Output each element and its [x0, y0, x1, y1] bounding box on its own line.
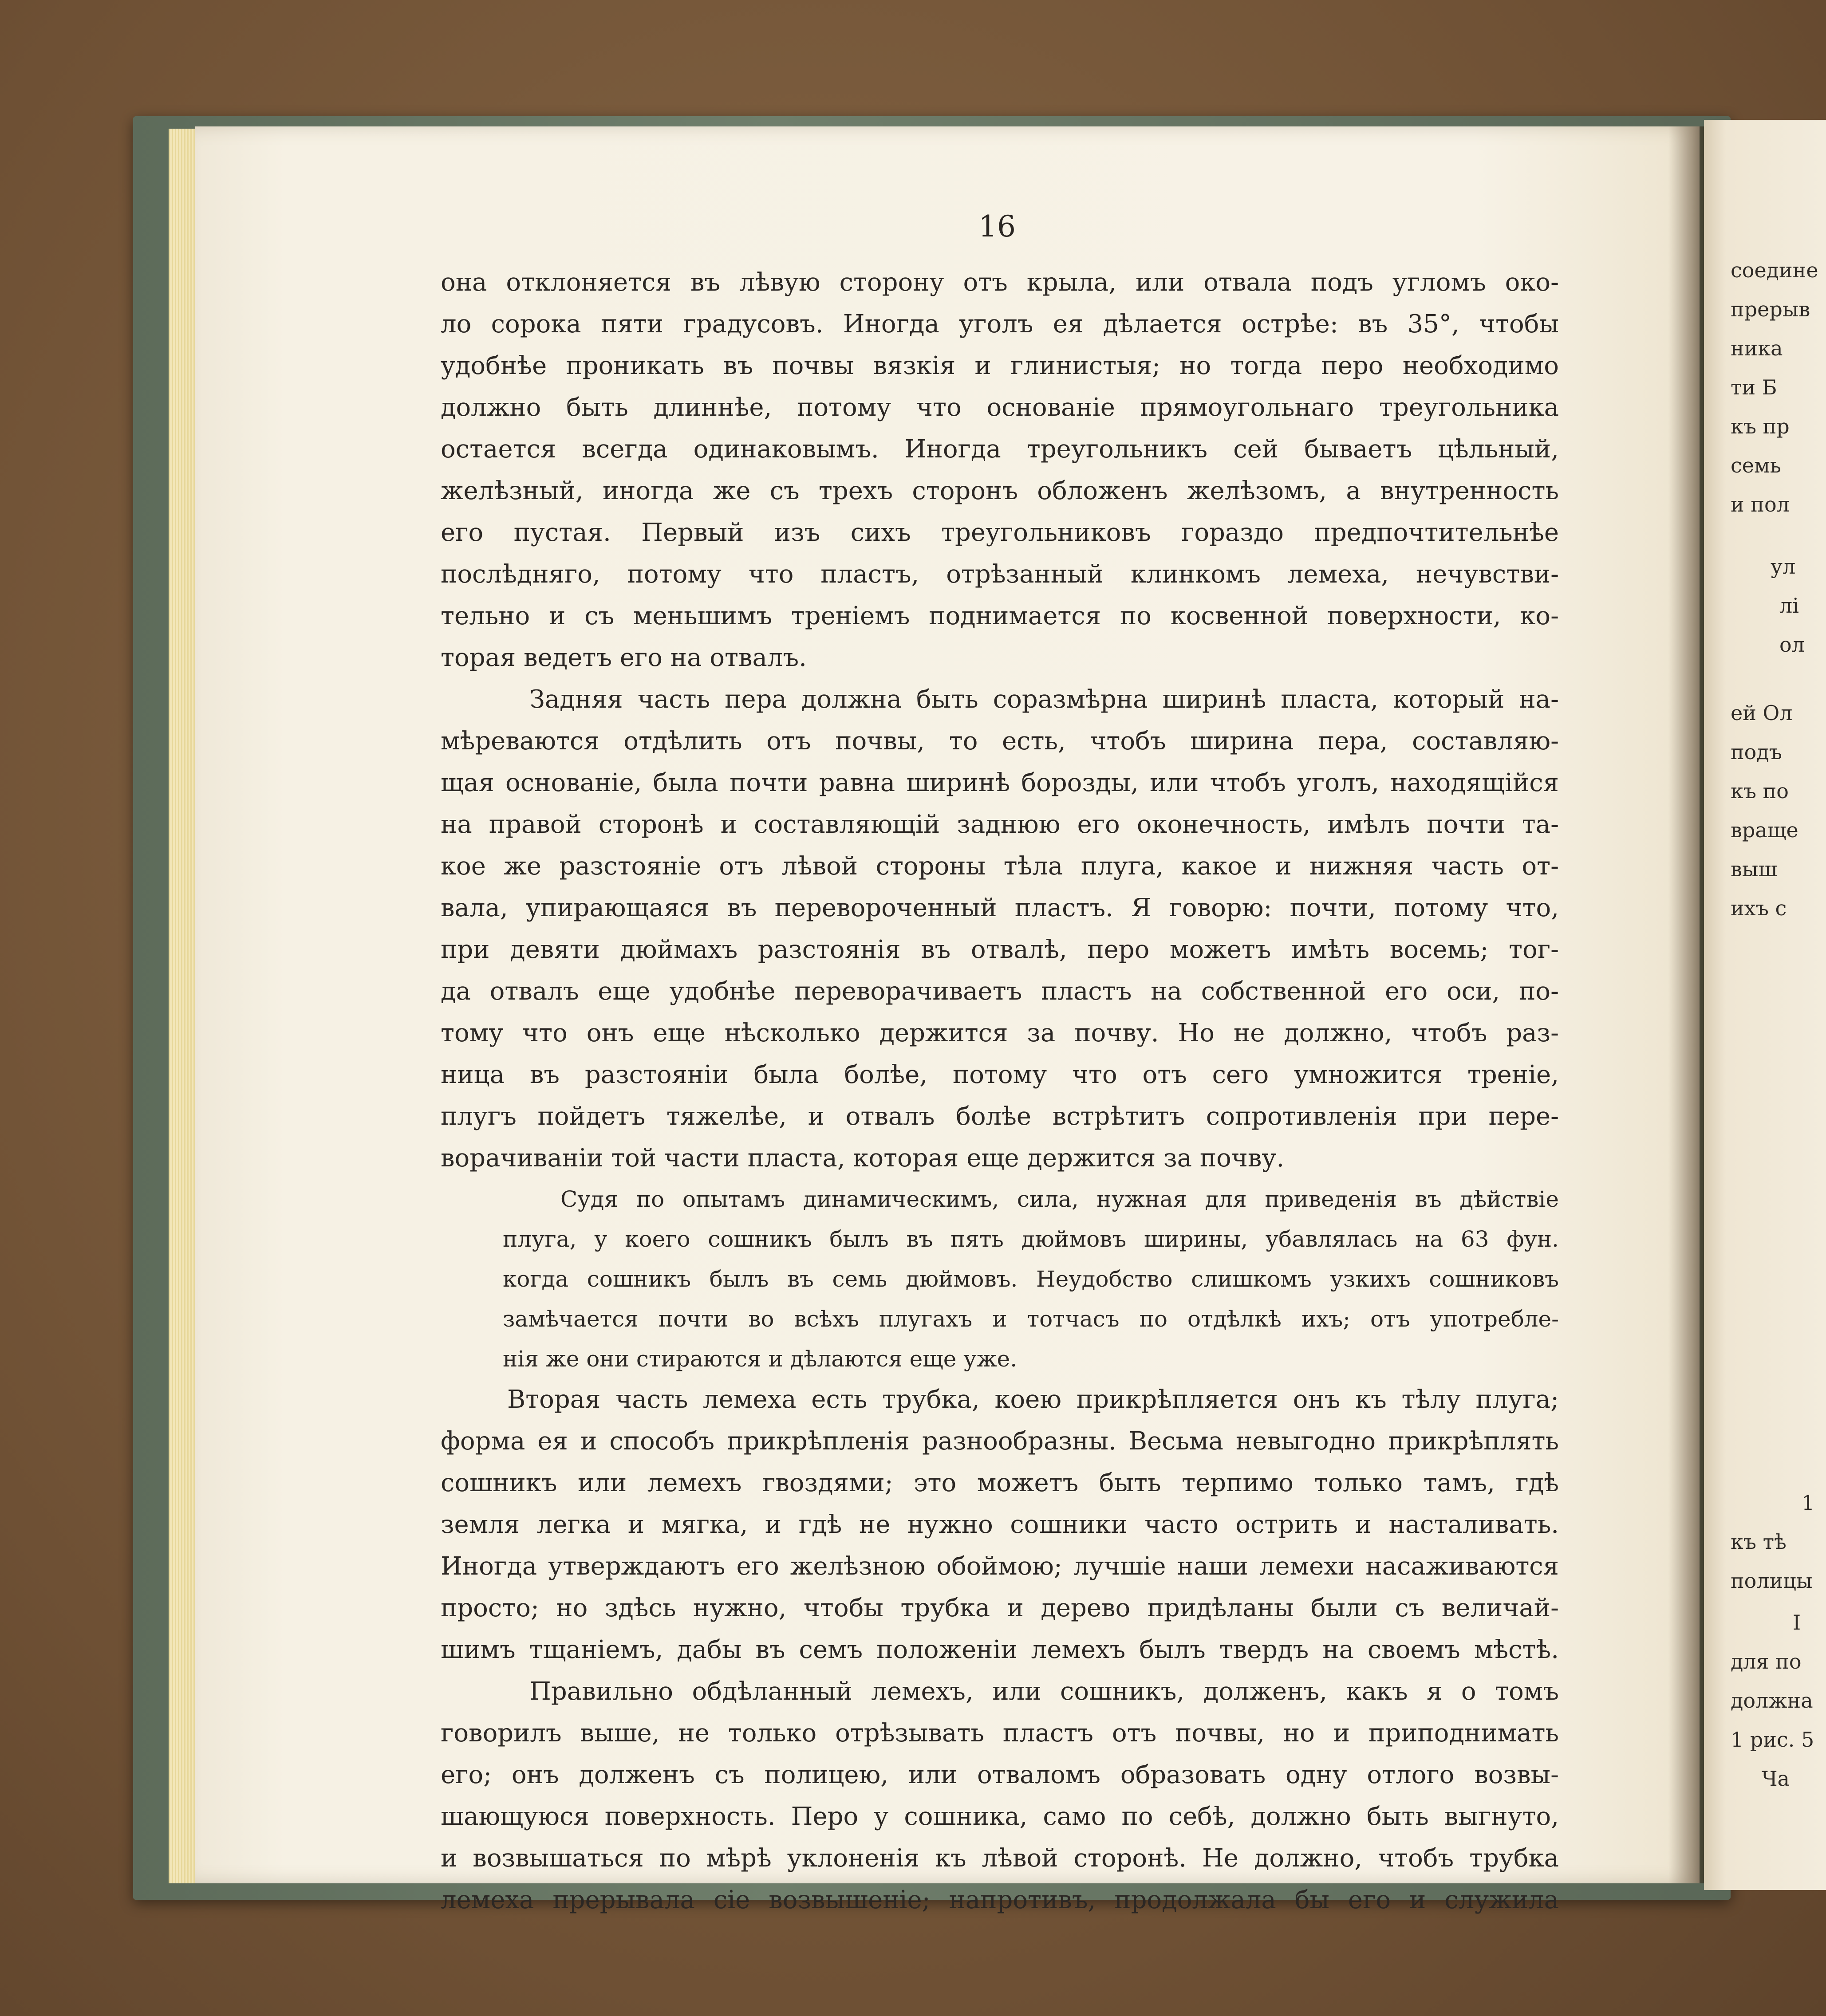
text-line: его; онъ долженъ съ полицею, или отваломъ образовать одну отлого возвы-: [441, 1760, 1559, 1789]
facing-fragment: ника: [1731, 336, 1783, 360]
text-line: говорилъ выше, не только отрѣзывать пластъ отъ почвы, но и приподнимать: [441, 1719, 1559, 1748]
text-line: при девяти дюймахъ разстоянія въ отвалѣ, перо можетъ имѣть восемь; тог-: [441, 935, 1559, 964]
text-line: ница въ разстояніи была болѣе, потому что отъ сего умножится треніе,: [441, 1060, 1559, 1089]
text-line: Правильно обдѣланный лемехъ, или сошникъ, долженъ, какъ я о томъ: [529, 1677, 1559, 1706]
text-line: желѣзный, иногда же съ трехъ сторонъ обложенъ желѣзомъ, а внутренность: [441, 476, 1559, 505]
paragraph: [441, 679, 1559, 1179]
text-line: Судя по опытамъ динамическимъ, сила, нужная для приведенія въ дѣйствіе: [560, 1186, 1559, 1212]
text-line: просто; но здѣсь нужно, чтобы трубка и дерево придѣланы были съ величай-: [441, 1594, 1559, 1622]
facing-fragment: должна: [1731, 1689, 1813, 1713]
text-line: лемеха прерывала сіе возвышеніе; напротивъ, продолжала бы его и служила: [441, 1886, 1559, 1914]
text-line: тельно и съ меньшимъ треніемъ поднимается по косвенной поверхности, ко-: [441, 602, 1559, 630]
text-line: Вторая часть лемеха есть трубка, коею прикрѣпляется онъ къ тѣлу плуга;: [507, 1385, 1559, 1414]
text-line: шающуюся поверхность. Перо у сошника, само по себѣ, должно быть выгнуто,: [441, 1802, 1559, 1831]
text-line: замѣчается почти во всѣхъ плугахъ и тотчасъ по отдѣлкѣ ихъ; отъ употребле-: [503, 1306, 1559, 1332]
facing-fragment: лі: [1779, 594, 1799, 618]
text-line: мѣреваются отдѣлить отъ почвы, то есть, чтобъ ширина пера, составляю-: [441, 727, 1559, 756]
text-line: плугъ пойдетъ тяжелѣе, и отвалъ болѣе встрѣтитъ сопротивленія при пере-: [441, 1102, 1559, 1131]
text-line: форма ея и способъ прикрѣпленія разнообразны. Весьма невыгодно прикрѣплять: [441, 1427, 1559, 1456]
facing-fragment: для по: [1731, 1650, 1802, 1673]
paragraph: [441, 1379, 1559, 1671]
text-line: тому что онъ еще нѣсколько держится за почву. Но не должно, чтобъ раз-: [441, 1019, 1559, 1047]
text-line: земля легка и мягка, и гдѣ не нужно сошники часто острить и насталивать.: [441, 1510, 1559, 1539]
facing-fragment: къ по: [1731, 779, 1789, 803]
facing-fragment: ул: [1771, 555, 1796, 579]
page-number: 16: [978, 209, 1016, 244]
facing-fragment: ей Ол: [1731, 701, 1793, 725]
text-line: остается всегда одинаковымъ. Иногда треугольникъ сей бываетъ цѣльный,: [441, 435, 1559, 464]
facing-fragment: и пол: [1731, 492, 1790, 516]
text-line: ворачиваніи той части пласта, которая еще держится за почву.: [441, 1144, 1285, 1173]
text-line: торая ведетъ его на отвалъ.: [441, 643, 807, 672]
text-line: должно быть длиннѣе, потому что основаніе прямоугольнаго треугольника: [441, 393, 1559, 422]
text-line: нія же они стираются и дѣлаются еще уже.: [503, 1346, 1018, 1372]
facing-fragment: прерыв: [1731, 297, 1810, 321]
facing-fragment: Ча: [1762, 1767, 1790, 1791]
note-paragraph: [503, 1179, 1559, 1379]
facing-fragment: соедине: [1731, 258, 1818, 282]
facing-fragment: семь: [1731, 453, 1781, 477]
text-line: когда сошникъ былъ въ семь дюймовъ. Неудобство слишкомъ узкихъ сошниковъ: [503, 1266, 1559, 1292]
text-line: она отклоняется въ лѣвую сторону отъ крыла, или отвала подъ угломъ око-: [441, 268, 1559, 297]
body-text: [441, 262, 1559, 1921]
text-line: Иногда утверждаютъ его желѣзною обоймою; лучшіе наши лемехи насаживаются: [441, 1552, 1559, 1581]
book-gutter: [1668, 126, 1708, 1883]
text-line: шимъ тщаніемъ, дабы въ семъ положеніи лемехъ былъ твердъ на своемъ мѣстѣ.: [441, 1635, 1559, 1664]
paragraph: [441, 262, 1559, 679]
facing-fragment: подъ: [1731, 740, 1782, 764]
text-line: щая основаніе, была почти равна ширинѣ борозды, или чтобъ уголъ, находящійся: [441, 768, 1559, 797]
facing-fragment: выш: [1731, 857, 1778, 881]
paragraph: [441, 1671, 1559, 1921]
text-line: его пустая. Первый изъ сихъ треугольниковъ гораздо предпочтительнѣе: [441, 518, 1559, 547]
facing-fragment: враще: [1731, 818, 1798, 842]
facing-fragment: ихъ с: [1731, 896, 1787, 920]
text-line: и возвышаться по мѣрѣ уклоненія къ лѣвой сторонѣ. Не должно, чтобъ трубка: [441, 1844, 1559, 1873]
text-line: сошникъ или лемехъ гвоздями; это можетъ быть терпимо только тамъ, гдѣ: [441, 1469, 1559, 1497]
facing-fragment: І: [1793, 1610, 1801, 1634]
facing-fragment: 1 рис. 5: [1731, 1728, 1814, 1752]
text-line: послѣдняго, потому что пластъ, отрѣзанный клинкомъ лемеха, нечувстви-: [441, 560, 1559, 589]
facing-page: [1704, 120, 1826, 1890]
text-line: плуга, у коего сошникъ былъ въ пять дюймовъ ширины, убавлялась на 63 фун.: [503, 1226, 1559, 1252]
text-line: на правой сторонѣ и составляющій заднюю его оконечность, имѣлъ почти та-: [441, 810, 1559, 839]
text-line: Задняя часть пера должна быть соразмѣрна ширинѣ пласта, который на-: [529, 685, 1559, 714]
text-line: удобнѣе проникать въ почвы вязкія и глинистыя; но тогда перо необходимо: [441, 351, 1559, 380]
facing-fragment: 1: [1802, 1491, 1815, 1515]
facing-fragment: ол: [1779, 633, 1805, 657]
facing-fragment: къ пр: [1731, 414, 1790, 438]
text-line: вала, упирающаяся въ перевороченный пластъ. Я говорю: почти, потому что,: [441, 894, 1559, 922]
facing-fragment: полицы: [1731, 1569, 1813, 1593]
facing-fragment: ти Б: [1731, 375, 1777, 399]
text-line: да отвалъ еще удобнѣе переворачиваетъ пластъ на собственной его оси, по-: [441, 977, 1559, 1006]
text-line: кое же разстояніе отъ лѣвой стороны тѣла плуга, какое и нижняя часть от-: [441, 852, 1559, 881]
facing-fragment: къ тѣ: [1731, 1530, 1787, 1554]
text-line: ло сорока пяти градусовъ. Иногда уголъ ея дѣлается острѣе: въ 35°, чтобы: [441, 310, 1559, 339]
